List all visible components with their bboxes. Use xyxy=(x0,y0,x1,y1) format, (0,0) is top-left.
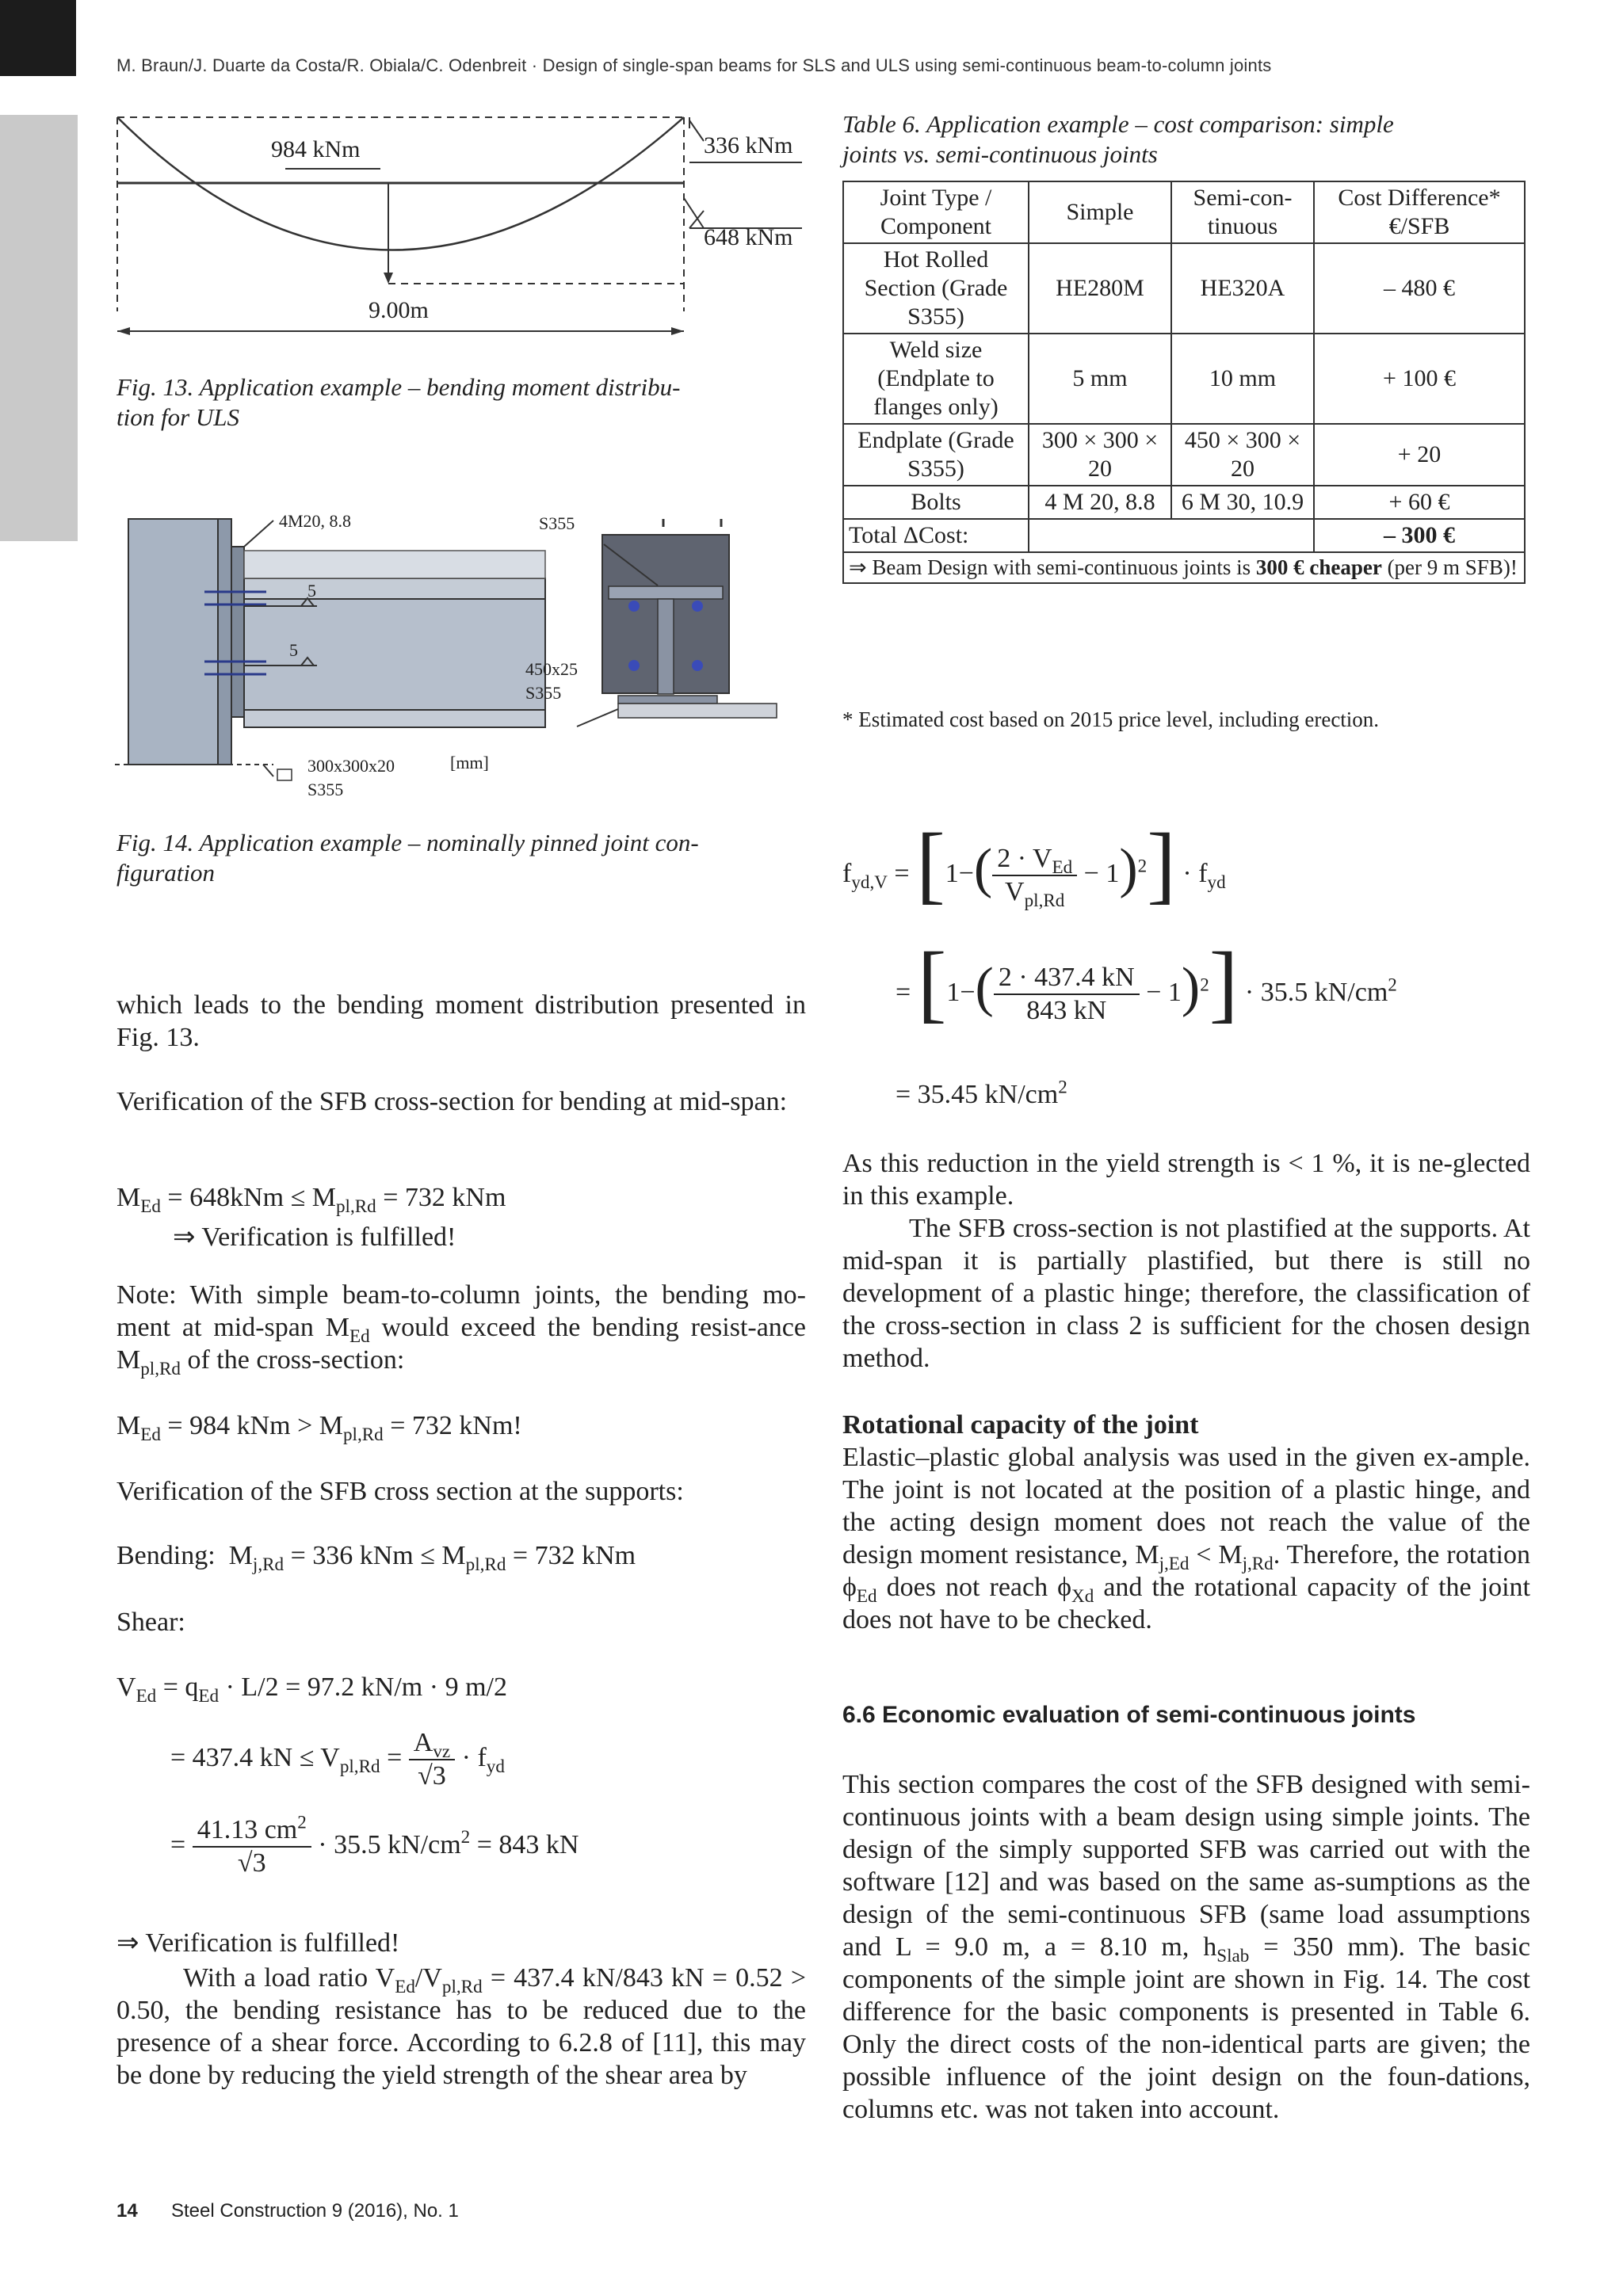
fig13-arrowhead-mid xyxy=(384,273,393,284)
page-number: 14 xyxy=(116,2200,138,2222)
eq-med-exceed: $M_{Ed} = 984$ kNm > $M_{pl,Rd} = 732$ kNm! xyxy=(116,1411,522,1446)
fig14-section-bottom-plate xyxy=(618,704,777,718)
fig13-label-648: 648 kNm xyxy=(704,224,793,250)
eq-vpl-value: = $\frac{41.13 cm^2}{√3}$ · 35.5 $kN/cm^2 = 843$ kN xyxy=(170,1812,579,1878)
right-p1: As this reduction in the yield strength is < 1 %, it is ne-glected in this example. xyxy=(842,1149,1530,1211)
fig14-weld-5a: 5 xyxy=(307,581,316,601)
left-p4: Verification of the SFB cross section at the supports: xyxy=(116,1477,684,1506)
table6-header-row: Joint Type / Component Simple Semi-con- tinuous Cost Difference* €/SFB xyxy=(843,181,1525,243)
table-row: Hot Rolled Section (Grade S355) HE280M HE320A – 480 € xyxy=(843,243,1525,334)
left-p1: which leads to the bending moment distribution presented in Fig. 13. xyxy=(116,990,806,1052)
eq-ved: $V_{Ed} = q_{Ed} \cdot L/2 = 97.2$ kN/m · 9 m/2 xyxy=(116,1672,507,1707)
left-p5: With a load ratio $V_{Ed}/V_{pl,Rd} = 437.4$ kN/843 kN = 0.52 > 0.50, the bending resistance has to be reduced due to the presence of a shear force. According to 6.2.8 of [11], this may be done by reducing the yield strength of the shear area by xyxy=(116,1963,807,2090)
right-rot-head: Rotational capacity of the joint xyxy=(842,1410,1199,1440)
fig14-endplate-size: 300x300x20 xyxy=(307,756,395,776)
fig13-label-984: 984 kNm xyxy=(271,136,361,162)
fig14-column xyxy=(128,519,231,765)
fig14-weld-5b: 5 xyxy=(289,640,298,660)
fig13-caption: Fig. 13. Application example – bending moment distribu- tion for ULS xyxy=(116,373,681,431)
fig13-336-leader xyxy=(689,120,704,141)
left-verif2: ⇒ Verification is fulfilled! xyxy=(116,1928,400,1958)
journal-name: Steel Construction 9 (2016), No. 1 xyxy=(171,2200,459,2222)
fig13-dim-arrow-right xyxy=(671,327,684,335)
fig14-endplate xyxy=(231,547,244,717)
left-p2: Verification of the SFB cross-section for bending at mid-span: xyxy=(116,1087,788,1116)
left-verif1: ⇒ Verification is fulfilled! xyxy=(173,1222,456,1252)
eq-bending: Bending: $M_{j,Rd} = 336$ kNm ≤ $M_{pl,Rd} = 732$ kNm xyxy=(116,1541,636,1576)
fig13-dim-arrow-left xyxy=(117,327,130,335)
fig14-steel-top: S355 xyxy=(539,513,575,533)
fig14-endplate-grade: S355 xyxy=(307,780,344,799)
table6-caption: Table 6. Application example – cost comparison: simple joints vs. semi-continuous joints xyxy=(842,110,1394,168)
side-bar xyxy=(0,115,78,541)
left-p3: Note: With simple beam-to-column joints, the bending mo-ment at mid-span $M_{Ed}$ would exceed the bending resist-ance $M_{pl,Rd}$ of the cross-section: xyxy=(116,1280,806,1380)
table6-footnote: * Estimated cost based on 2015 price level, including erection. xyxy=(842,707,1380,731)
table-row: Endplate (Grade S355) 300 × 300 × 20 450 × 300 × 20 + 20 xyxy=(843,424,1525,486)
fig14-plate-grade: S355 xyxy=(525,683,562,703)
fig14-bolts-label: 4M20, 8.8 xyxy=(279,511,352,531)
fig14-unit: [mm] xyxy=(450,753,489,772)
eq-fydv: $f_{yd,V} = [1-$( $\frac{2 \cdot V_{Ed}}{V_{pl,Rd}}$ − $1)^2] \cdot f_{yd}$ xyxy=(842,815,1226,912)
fig14-beam-bottom-flange xyxy=(244,710,545,727)
table-row: Weld size (Endplate to flanges only) 5 mm 10 mm + 100 € xyxy=(843,334,1525,424)
table6-total-row: Total ΔCost: – 300 € xyxy=(843,519,1525,552)
fig14-column-flange xyxy=(218,519,231,765)
right-p2: The SFB cross-section is not plastified at the supports. At mid-span it is partially plastified, but there is still no development of a plastic hinge; therefore, the classification of the cross-section in class 2 is sufficient for the chosen design method. xyxy=(842,1214,1530,1373)
eq-med-check: $M_{Ed} = 648kNm \le M_{pl,Rd} = 732$ kNm xyxy=(116,1183,506,1218)
corner-tab xyxy=(0,0,76,76)
fig14-slab xyxy=(244,551,545,578)
eq-fydv-num: = [1−( $\frac{2 \cdot 437.4 kN}{843 kN}$ − 1)$^2$] · 35.5 $kN/cm^2$ xyxy=(896,934,1397,1031)
fig14-beam-top-flange xyxy=(244,578,545,599)
fig13-label-span: 9.00m xyxy=(369,297,429,323)
fig14-plate-size: 450x25 xyxy=(525,659,578,679)
left-shear-label: Shear: xyxy=(116,1608,185,1637)
fig14-caption: Fig. 14. Application example – nominally pinned joint con- figuration xyxy=(116,829,699,887)
right-sect-head: 6.6 Economic evaluation of semi-continuous joints xyxy=(842,1702,1416,1728)
table6 xyxy=(842,181,1526,584)
right-rot-text: Elastic–plastic global analysis was used in the given ex-ample. The joint is not located at the position of a plastic hinge, and the acting design moment does not reach the value of the design moment resistance, $M_{j,Ed} < M_{j,Rd}$. Therefore, the rotation $\phi_{Ed}$ does not reach $\phi_{Xd}$ and the rotational capacity of the joint does not have to be checked. xyxy=(842,1443,1530,1634)
eq-vpl: = 437.4 kN ≤ $V_{pl,Rd}$ = $\frac{A_{vz}}{√3}$ · $f_{yd}$ xyxy=(170,1728,505,1791)
table-row: Bolts 4 M 20, 8.8 6 M 30, 10.9 + 60 € xyxy=(843,486,1525,519)
fig13-label-336: 336 kNm xyxy=(704,132,793,158)
eq-fydv-result: = 35.45 $kN/cm^2$ xyxy=(896,1077,1067,1109)
running-head: M. Braun/J. Duarte da Costa/R. Obiala/C. Odenbreit · Design of single-span beams for SLS and ULS using semi-continuous beam-to-column joints xyxy=(116,55,1272,75)
table6-note-row: ⇒ Beam Design with semi-continuous joints is 300 € cheaper (per 9 m SFB)! xyxy=(843,552,1525,583)
right-p3: This section compares the cost of the SFB designed with semi-continuous joints with a beam design using simple joints. The design of the simply supported SFB was carried out with the software [12] and was based on the same as-sumptions as the design of the semi-continuous SFB (same load assumptions and L = 9.0 m, a = 8.10 m, $h_{Slab} = 350$ mm). The basic components of the simple joint are shown in Fig. 14. The cost difference for the basic components is presented in Table 6. Only the direct costs of the non-identical parts are given; the possible influence of the joint design on the foun-dations, columns etc. was not taken into account. xyxy=(842,1770,1531,2124)
